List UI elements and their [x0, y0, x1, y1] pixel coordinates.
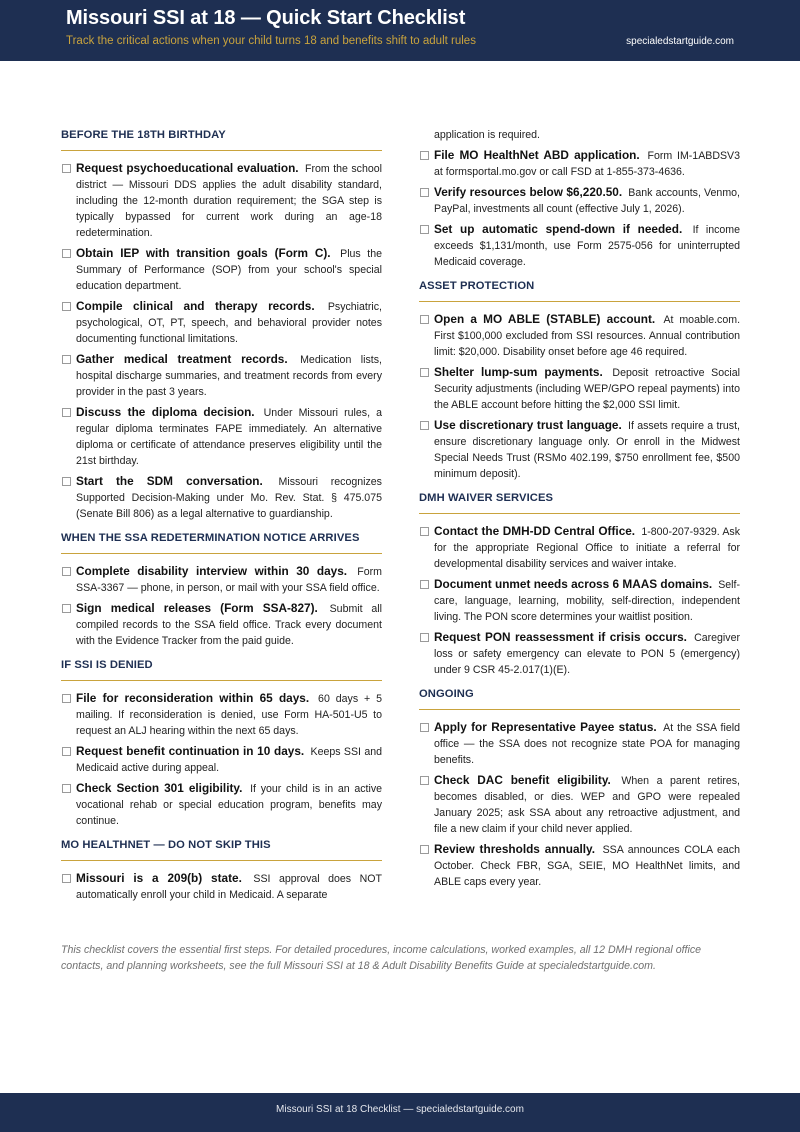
item-heading: Missouri is a 209(b) state.: [76, 871, 242, 885]
section-divider: [419, 301, 740, 302]
checklist-item: [61, 351, 382, 400]
checklist-item: [419, 629, 740, 678]
checklist-item: [61, 245, 382, 294]
section-title: IF SSI IS DENIED: [61, 659, 153, 671]
checkbox-icon[interactable]: [420, 580, 429, 589]
section-divider: [419, 513, 740, 514]
item-text: Form IM-1ABDSV3 at formsportal.mo.gov or call FSD at 1-855-373-4636.: [434, 150, 741, 178]
footer-text: Missouri SSI at 18 Checklist — specialedstartguide.com: [276, 1104, 524, 1115]
checklist-item: [61, 404, 382, 469]
item-text: From the school district — Missouri DDS applies the adult disability standard, including the 12-month duration requirement; the SGA step is typically bypassed for current work during an age-18 redetermination.: [76, 163, 382, 239]
item-heading: Discuss the diploma decision.: [76, 405, 255, 419]
checklist-item: [419, 417, 740, 482]
item-heading: Request PON reassessment if crisis occurs.: [434, 630, 687, 644]
checkbox-icon[interactable]: [62, 355, 71, 364]
item-text: Submit all compiled records to the SSA field office. Track every document with the Evidence Tracker from the paid guide.: [76, 603, 382, 647]
item-text: Deposit retroactive Social Security adjustments (including WEP/GPO repeal payments) into the ABLE account before hitting the $2,000 SSI limit.: [434, 367, 741, 411]
item-heading: Review thresholds annually.: [434, 842, 596, 856]
section-title: ONGOING: [419, 688, 474, 700]
item-text: Self-care, language, learning, mobility, self-direction, independent living. The PON score determines your waitlist position.: [434, 579, 740, 623]
checkbox-icon[interactable]: [420, 151, 429, 160]
section-title: DMH WAIVER SERVICES: [419, 492, 554, 504]
section-divider: [61, 553, 382, 554]
checklist-item: [419, 719, 740, 768]
section-before-18th-birthday: [61, 127, 382, 522]
item-text: If your child is in an active vocational rehab or special education program, benefits may continue.: [76, 783, 383, 827]
header-site-url: specialedstartguide.com: [626, 36, 734, 47]
page-title: Missouri SSI at 18 — Quick Start Checklist: [66, 7, 466, 29]
item-heading: Compile clinical and therapy records.: [76, 299, 315, 313]
section-dmh-waiver-services: [419, 490, 740, 678]
checklist-item: [419, 311, 740, 360]
item-text: Under Missouri rules, a regular diploma terminates FAPE immediately. An alternative diploma or certificate of attendance preserves eligibility until the 21st birthday.: [76, 407, 382, 467]
checklist-item: [419, 364, 740, 413]
item-heading: Gather medical treatment records.: [76, 352, 288, 366]
page-header: [0, 0, 800, 61]
checkbox-icon[interactable]: [62, 747, 71, 756]
item-text: 60 days + 5 mailing. If reconsideration is denied, use Form HA-501-U5 to request an ALJ hearing within the next 65 days.: [76, 693, 383, 737]
item-heading: Complete disability interview within 30 days.: [76, 564, 348, 578]
section-mo-healthnet: [61, 837, 382, 903]
checkbox-icon[interactable]: [62, 874, 71, 883]
page-subtitle: Track the critical actions when your child turns 18 and benefits shift to adult rules: [66, 35, 476, 47]
section-title: ASSET PROTECTION: [419, 280, 535, 292]
checkbox-icon[interactable]: [420, 315, 429, 324]
item-text: Bank accounts, Venmo, PayPal, investments all count (effective July 1, 2026).: [434, 187, 740, 215]
section-title: MO HEALTHNET — DO NOT SKIP THIS: [61, 839, 271, 851]
checkbox-icon[interactable]: [420, 845, 429, 854]
checkbox-icon[interactable]: [62, 408, 71, 417]
checkbox-icon[interactable]: [62, 249, 71, 258]
checkbox-icon[interactable]: [420, 225, 429, 234]
page-footer: [0, 1093, 800, 1132]
checklist-item: [61, 600, 382, 649]
section-asset-protection: [419, 278, 740, 482]
checkbox-icon[interactable]: [62, 604, 71, 613]
item-text: When a parent retires, becomes disabled, or dies. WEP and GPO were repealed January 2025; ask SSA about any retroactive adjustment, and file a new claim if your child never applied.: [434, 775, 740, 835]
checkbox-icon[interactable]: [62, 477, 71, 486]
item-text: At moable.com. First $100,000 excluded from SSI resources. Annual contribution limit: $20,000. Disability onset before age 46 required.: [434, 314, 741, 358]
checklist-item: [419, 221, 740, 270]
section-title: WHEN THE SSA REDETERMINATION NOTICE ARRIVES: [61, 532, 360, 544]
item-heading: Request psychoeducational evaluation.: [76, 161, 299, 175]
section-divider: [419, 709, 740, 710]
checklist-item: [419, 523, 740, 572]
section-divider: [61, 860, 382, 861]
section-mo-healthnet-continued: [419, 127, 740, 270]
checkbox-icon[interactable]: [420, 188, 429, 197]
closing-note: This checklist covers the essential first steps. For detailed procedures, income calculations, worked examples, all 12 DMH regional office contacts, and planning worksheets, see the full Missouri SSI at 18 & Adult Disability Benefits Guide at specialedstartguide.com.: [61, 944, 702, 972]
checklist-item: [61, 780, 382, 829]
item-heading: File for reconsideration within 65 days.: [76, 691, 310, 705]
checkbox-icon[interactable]: [62, 567, 71, 576]
item-heading: Apply for Representative Payee status.: [434, 720, 657, 734]
item-text: Medication lists, hospital discharge summaries, and treatment records from every provider in the past 3 years.: [76, 354, 382, 398]
checkbox-icon[interactable]: [62, 164, 71, 173]
checkbox-icon[interactable]: [420, 723, 429, 732]
item-heading: Obtain IEP with transition goals (Form C).: [76, 246, 331, 260]
item-heading: Sign medical releases (Form SSA-827).: [76, 601, 318, 615]
item-text: If income exceeds $1,131/month, use Form 2575-056 for uninterrupted Medicaid coverage.: [434, 224, 741, 268]
checklist-item: [61, 563, 382, 596]
checkbox-icon[interactable]: [420, 633, 429, 642]
item-heading: Verify resources below $6,220.50.: [434, 185, 623, 199]
checklist-item: [61, 690, 382, 739]
item-text: At the SSA field office — the SSA does not recognize state POA for managing benefits.: [434, 722, 740, 766]
section-if-ssi-denied: [61, 657, 382, 829]
item-heading: Check DAC benefit eligibility.: [434, 773, 611, 787]
checklist-item: [419, 147, 740, 180]
checkbox-icon[interactable]: [62, 784, 71, 793]
checkbox-icon[interactable]: [62, 302, 71, 311]
item-text: SSA announces COLA each October. Check FBR, SGA, SEIE, MO HealthNet limits, and ABLE caps every year.: [434, 844, 740, 888]
item-text: If assets require a trust, ensure discretionary language only. Or enroll in the Midwest Special Needs Trust (RSMo 402.199, $750 enrollment fee, $500 minimum deposit).: [434, 420, 740, 480]
checklist-item: [61, 298, 382, 347]
item-text: Caregiver loss or safety emergency can elevate to PON 5 (emergency) under 9 CSR 45-2.017(1)(E).: [434, 632, 740, 676]
item-heading: Shelter lump-sum payments.: [434, 365, 603, 379]
right-column: [419, 127, 740, 894]
item-heading: Check Section 301 eligibility.: [76, 781, 243, 795]
item-heading: Use discretionary trust language.: [434, 418, 622, 432]
checklist-item: [419, 184, 740, 217]
item-text: SSI approval does NOT automatically enroll your child in Medicaid. A separate: [76, 873, 382, 901]
section-divider: [61, 680, 382, 681]
section-divider: [61, 150, 382, 151]
checkbox-icon[interactable]: [420, 421, 429, 430]
section-redetermination: [61, 530, 382, 649]
item-text-continuation: application is required.: [434, 129, 540, 141]
checklist-item: [61, 160, 382, 241]
item-text: Plus the Summary of Performance (SOP) from your school's special education department.: [76, 248, 382, 292]
item-heading: Open a MO ABLE (STABLE) account.: [434, 312, 656, 326]
checkbox-icon[interactable]: [420, 527, 429, 536]
section-ongoing: [419, 686, 740, 890]
item-text: Form SSA-3367 — phone, in person, or mail with your SSA field office.: [76, 566, 382, 594]
checkbox-icon[interactable]: [420, 776, 429, 785]
checklist-item: [419, 841, 740, 890]
checklist-item: [61, 870, 382, 903]
item-text: Missouri recognizes Supported Decision-Making under Mo. Rev. Stat. § 475.075 (Senate Bill 806) as a legal alternative to guardianship.: [76, 476, 382, 520]
checkbox-icon[interactable]: [62, 694, 71, 703]
checkbox-icon[interactable]: [420, 368, 429, 377]
checklist-item: [61, 473, 382, 522]
item-text: Keeps SSI and Medicaid active during appeal.: [76, 746, 382, 774]
checklist-item: [61, 743, 382, 776]
item-heading: Document unmet needs across 6 MAAS domains.: [434, 577, 713, 591]
item-text: Psychiatric, psychological, OT, PT, speech, and behavioral provider notes documenting functional limitations.: [76, 301, 382, 345]
item-heading: File MO HealthNet ABD application.: [434, 148, 640, 162]
section-title: BEFORE THE 18TH BIRTHDAY: [61, 129, 226, 141]
left-column: [61, 127, 382, 907]
item-text: 1-800-207-9329. Ask for the appropriate Regional Office to initiate a referral for developmental disability services and waiver intake.: [434, 526, 740, 570]
item-heading: Contact the DMH-DD Central Office.: [434, 524, 636, 538]
item-heading: Start the SDM conversation.: [76, 474, 263, 488]
item-heading: Set up automatic spend-down if needed.: [434, 222, 683, 236]
checklist-item: [419, 576, 740, 625]
checklist-item: [419, 772, 740, 837]
item-heading: Request benefit continuation in 10 days.: [76, 744, 305, 758]
